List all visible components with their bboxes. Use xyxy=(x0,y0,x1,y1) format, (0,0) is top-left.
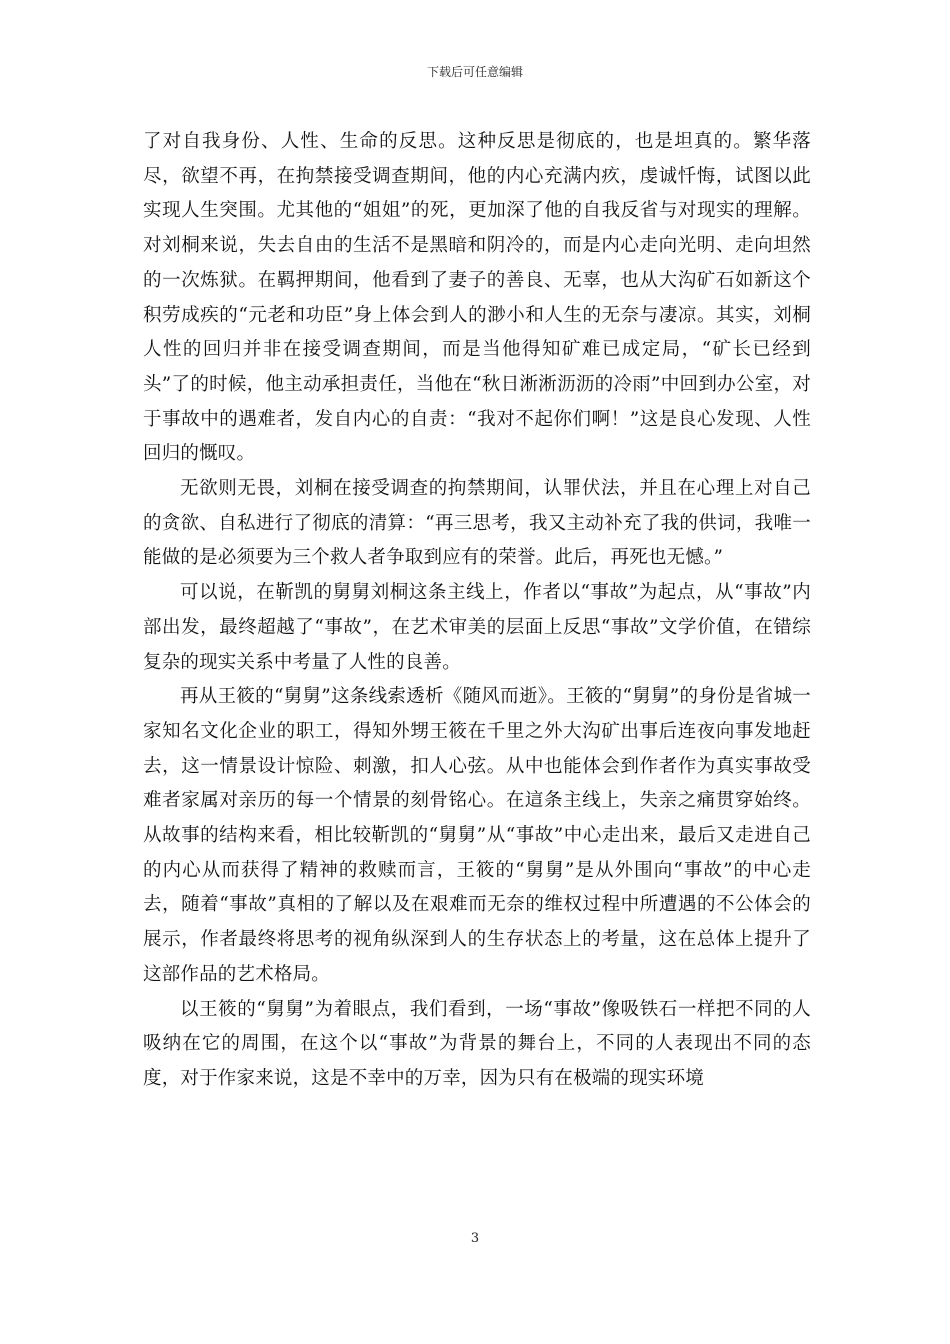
paragraph-4: 再从王筱的“舅舅”这条线索透析《随风而逝》。王筱的“舅舅”的身份是省城一家知名文化企业的职工，得知外甥王筱在千里之外大沟矿出事后连夜向事发地赶去，这一情景设计惊险、刺激，扣人心弦。从中也能体会到作者作为真实事故受难者家属对亲历的每一个情景的刻骨铭心。在這条主线上，失亲之痛贯穿始终。从故事的结构来看，相比较靳凯的“舅舅”从“事故”中心走出来，最后又走进自己的内心从而获得了精神的救赎而言，王筱的“舅舅”是从外围向“事故”的中心走去，随着“事故”真相的了解以及在艰难而无奈的维权过程中所遭遇的不公体会的展示，作者最终将思考的视角纵深到人的生存状态上的考量，这在总体上提升了这部作品的艺术格局。 xyxy=(143,686,811,985)
body-text xyxy=(143,125,811,1097)
paragraph-1: 了对自我身份、人性、生命的反思。这种反思是彻底的，也是坦真的。繁华落尽，欲望不再，在拘禁接受调查期间，他的内心充满内疚，虔诚忏悔，试图以此实现人生突围。尤其他的“姐姐”的死，更加深了他的自我反省与对现实的理解。对刘桐来说，失去自由的生活不是黑暗和阴冷的，而是内心走向光明、走向坦然的一次炼狱。在羁押期间，他看到了妻子的善良、无辜，也从大沟矿石如新这个积劳成疾的“元老和功臣”身上体会到人的渺小和人生的无奈与凄凉。其实，刘桐人性的回归并非在接受调查期间，而是当他得知矿难已成定局，“矿长已经到头”了的时候，他主动承担责任，当他在“秋日淅淅沥沥的冷雨”中回到办公室，对于事故中的遇难者，发自内心的自责：“我对不起你们啊！”这是良心发现、人性回归的慨叹。 xyxy=(143,131,811,465)
paragraph-2: 无欲则无畏，刘桐在接受调查的拘禁期间，认罪伏法，并且在心理上对自己的贪欲、自私进行了彻底的清算：“再三思考，我又主动补充了我的供词，我唯一能做的是必须要为三个救人者争取到应有的荣誉。此后，再死也无憾。” xyxy=(143,478,811,569)
page-number: 3 xyxy=(470,1231,480,1246)
page-header: 下载后可任意编辑 xyxy=(426,65,523,79)
paragraph-5: 以王筱的“舅舅”为着眼点，我们看到，一场“事故”像吸铁石一样把不同的人吸纳在它的周围，在这个以“事故”为背景的舞台上，不同的人表现出不同的态度，对于作家来说，这是不幸中的万幸，因为只有在极端的现实环境 xyxy=(143,998,811,1089)
paragraph-3: 可以说，在靳凯的舅舅刘桐这条主线上，作者以“事故”为起点，从“事故”内部出发，最终超越了“事故”，在艺术审美的层面上反思“事故”文学价值，在错综复杂的现实关系中考量了人性的良善。 xyxy=(143,582,811,673)
